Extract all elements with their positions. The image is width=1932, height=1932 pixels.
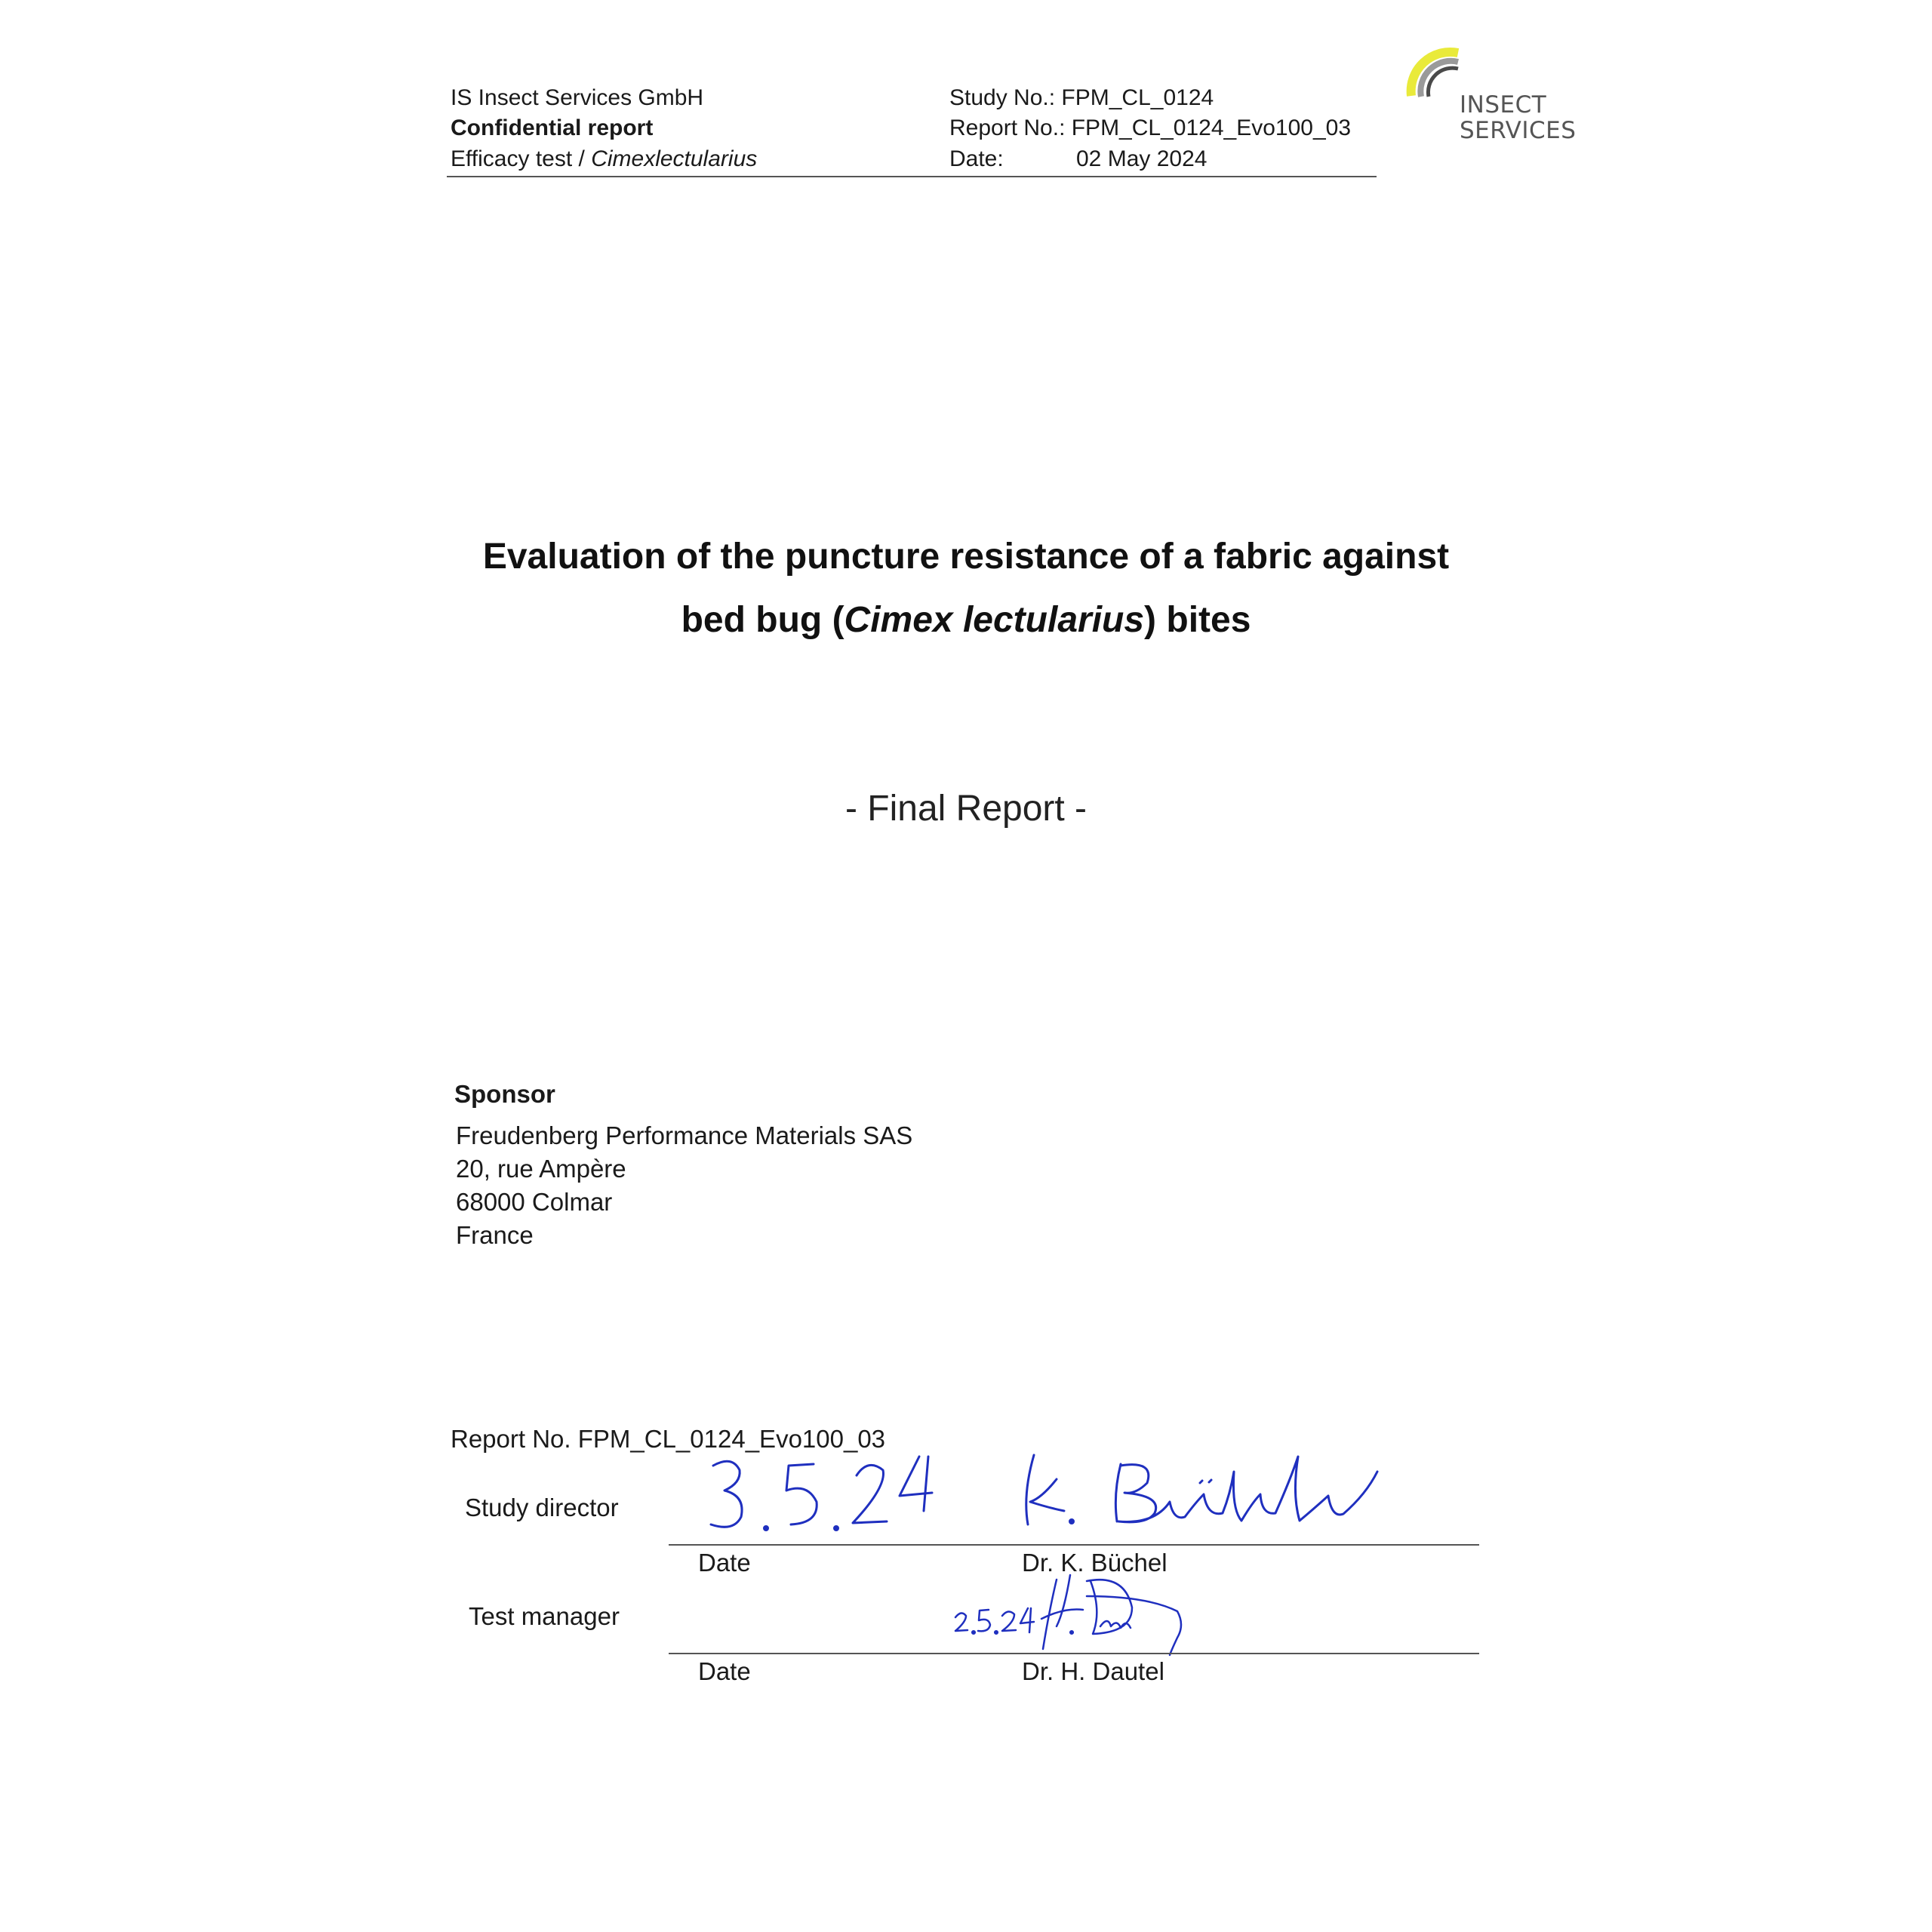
header-divider	[447, 176, 1377, 177]
sponsor-street: 20, rue Ampère	[456, 1155, 626, 1183]
logo-arc-dark	[1428, 68, 1458, 97]
sponsor-city: 68000 Colmar	[456, 1188, 613, 1216]
study-director-date-caption: Date	[698, 1549, 751, 1577]
test-manager-name: Dr. H. Dautel	[1022, 1657, 1164, 1685]
study-number: Study No.: FPM_CL_0124	[949, 85, 1214, 110]
date-label: Date:	[949, 146, 1004, 171]
sponsor-name: Freudenberg Performance Materials SAS	[456, 1121, 913, 1149]
logo-text-insect: INSECT	[1460, 91, 1547, 118]
study-director-signature	[702, 1449, 1457, 1547]
test-type	[451, 144, 757, 174]
study-director-signature-line	[669, 1544, 1479, 1546]
company-name: IS Insect Services GmbH	[451, 85, 704, 110]
report-number-footer: Report No. FPM_CL_0124_Evo100_03	[451, 1425, 886, 1453]
test-manager-date-caption: Date	[698, 1657, 751, 1685]
sponsor-heading: Sponsor	[454, 1080, 555, 1108]
study-director-name: Dr. K. Büchel	[1022, 1549, 1168, 1577]
report-title-line2	[423, 598, 1509, 643]
test-type-prefix: Efficacy test /	[451, 146, 592, 171]
confidential-label: Confidential report	[451, 115, 654, 140]
test-manager-label: Test manager	[469, 1602, 620, 1630]
report-subtitle: - Final Report -	[844, 789, 1088, 829]
report-number-header: Report No.: FPM_CL_0124_Evo100_03	[949, 115, 1352, 140]
test-manager-signature-line	[669, 1653, 1479, 1654]
title-species: Cimex lectularius	[844, 600, 1145, 640]
report-date	[949, 144, 1208, 174]
study-director-label: Study director	[465, 1494, 619, 1521]
title-text-before: bed bug (	[681, 600, 844, 640]
test-manager-signature	[951, 1566, 1223, 1657]
title-text-after: ) bites	[1144, 600, 1251, 640]
sponsor-country: France	[456, 1221, 534, 1249]
date-value: 02 May 2024	[1076, 146, 1208, 171]
test-species: Cimexlectularius	[591, 146, 758, 171]
logo-text-services: SERVICES	[1460, 117, 1577, 144]
report-title-line1: Evaluation of the puncture resistance of a fabric against	[482, 537, 1450, 577]
